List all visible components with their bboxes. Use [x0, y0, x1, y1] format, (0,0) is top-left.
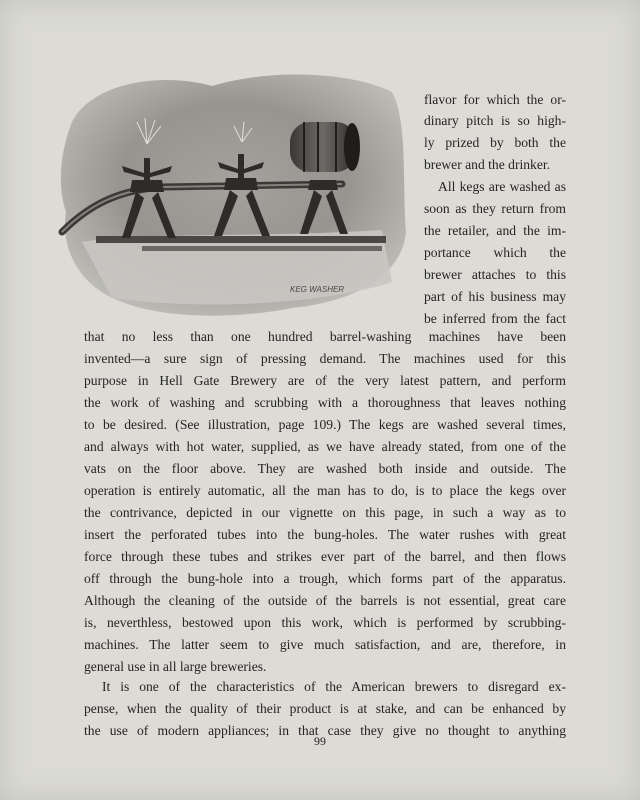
side-text-line: flavor for which the or-: [424, 93, 566, 107]
body-text-line: that no less than one hundred barrel-washing machines have been: [84, 330, 566, 344]
side-text-line: part of his business may: [424, 290, 566, 304]
body-text-line: insert the perforated tubes into the bung-holes. The water rushes with great: [84, 528, 566, 542]
side-text-line: brewer attaches to this: [424, 268, 566, 282]
body-text-line: Although the cleaning of the outside of the barrels is not essential, great care: [84, 594, 566, 608]
page-number: 99: [314, 734, 326, 748]
side-text-line: dinary pitch is so high-: [424, 114, 566, 128]
side-text-line: be inferred from the fact: [424, 312, 566, 326]
side-text-line: brewer and the drinker.: [424, 158, 551, 172]
body-text-line: general use in all large breweries.: [84, 660, 267, 674]
body-text-line: operation is entirely automatic, all the man has to do, is to place the kegs over: [84, 484, 566, 498]
side-text-line: ly prized by both the: [424, 136, 566, 150]
body-text-line: the use of modern appliances; in that case they give no thought to anything: [84, 724, 566, 738]
side-text-line: portance which the: [424, 246, 566, 260]
body-text-line: to be desired. (See illustration, page 109.) The kegs are washed several times,: [84, 418, 566, 432]
illustration-caption: KEG WASHER: [290, 285, 345, 294]
keg-washer-illustration: [52, 62, 410, 324]
side-text-line: the retailer, and the im-: [424, 224, 566, 238]
side-text-line: soon as they return from: [424, 202, 566, 216]
body-text-line: purpose in Hell Gate Brewery are of the very latest pattern, and perform: [84, 374, 566, 388]
body-text-line: force through these tubes and strikes ever part of the barrel, and then flows: [84, 550, 566, 564]
body-text-line: It is one of the characteristics of the American brewers to disregard ex-: [102, 680, 566, 694]
body-text-line: and always with hot water, supplied, as we have already stated, from one of the: [84, 440, 566, 454]
body-text-line: the work of washing and scrubbing with a thoroughness that leaves nothing: [84, 396, 566, 410]
body-text-line: vats on the floor above. They are washed both inside and outside. The: [84, 462, 566, 476]
body-text-line: machines. The latter seem to give much satisfaction, and are, therefore, in: [84, 638, 566, 652]
body-text-line: pense, when the quality of their product is at stake, and can be enhanced by: [84, 702, 566, 716]
body-text-line: invented—a sure sign of pressing demand. The machines used for this: [84, 352, 566, 366]
body-text-line: the contrivance, depicted in our vignette on this page, in such a way as to: [84, 506, 566, 520]
body-text-line: off through the bung-hole into a trough, which forms part of the apparatus.: [84, 572, 566, 586]
side-text-line: All kegs are washed as: [438, 180, 566, 194]
body-text-line: is, neverthless, bestowed upon this work, which is performed by scrubbing-: [84, 616, 566, 630]
